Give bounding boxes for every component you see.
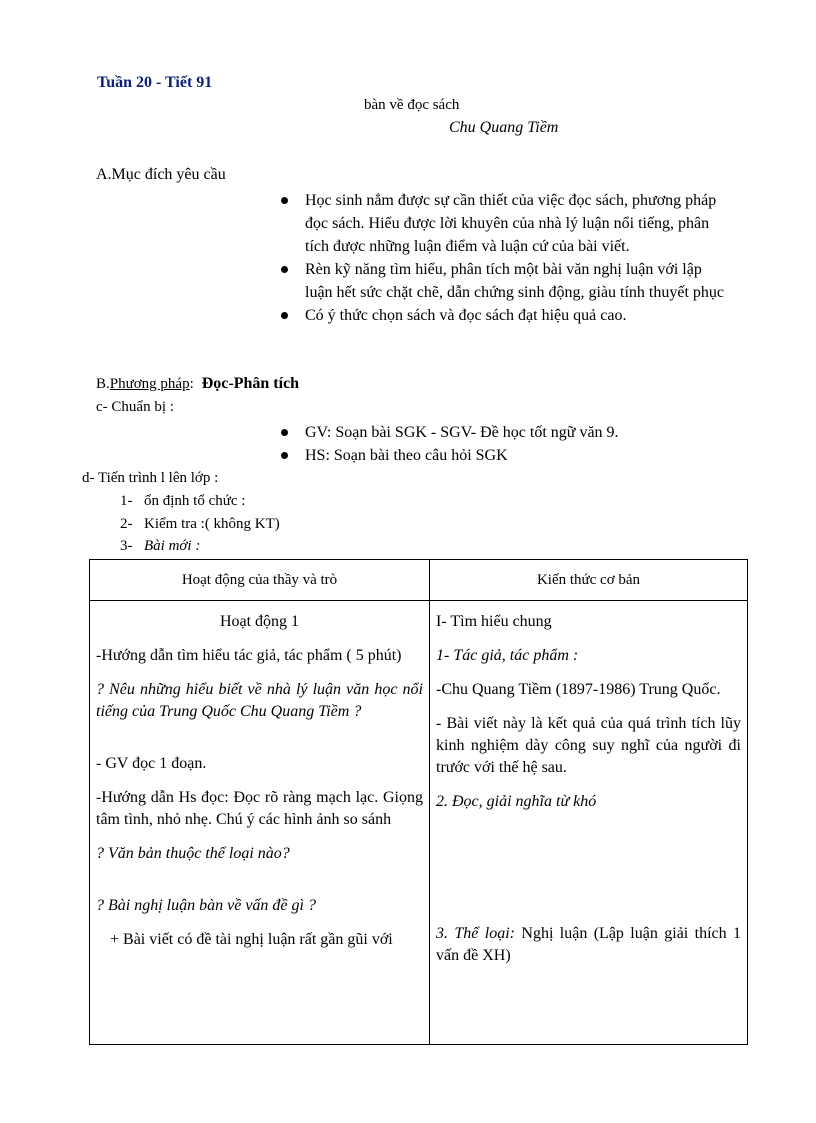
subsection-genre: 3. Thể loại: Nghị luận (Lập luận giải thích 1 vấn đề XH) xyxy=(436,925,742,964)
section-a-heading: A.Mục đích yêu cầu xyxy=(96,166,226,183)
question-topic-text: ? Bài nghị luận bàn về vấn đề gì ? xyxy=(96,897,316,914)
answer-topic-text: + Bài viết có đề tài nghị luận rất gần gũi với xyxy=(110,931,393,948)
week-lesson-heading: Tuần 20 - Tiết 91 xyxy=(97,74,213,91)
guide-read-text: -Hướng dẫn Hs đọc: Đọc rõ ràng mạch lạc. Giọng tâm tình, nhỏ nhẹ. Chú ý các hình ảnh so sánh xyxy=(96,789,423,828)
table-header-knowledge: Kiến thức cơ bản xyxy=(430,560,748,601)
question-genre-text: ? Văn bản thuộc thể loại nào? xyxy=(96,845,290,862)
method-label: Phương pháp xyxy=(109,376,190,392)
work-info-text: - Bài viết này là kết quả của quá trình tích lũy kinh nghiệm dày công suy nghĩ của người đi trước với thế hệ sau. xyxy=(436,715,741,776)
subsection-author-work: 1- Tác giả, tác phẩm : xyxy=(436,647,579,664)
bullet-dot-icon xyxy=(281,266,288,273)
subsection-reading: 2. Đọc, giải nghĩa từ khó xyxy=(436,793,597,810)
bullet-item: Có ý thức chọn sách và đọc sách đạt hiệu quả cao. xyxy=(281,304,726,327)
table-cell-right xyxy=(430,601,748,1045)
bullet-dot-icon xyxy=(281,429,288,436)
bullet-item: GV: Soạn bài SGK - SGV- Đề học tốt ngữ văn 9. xyxy=(281,421,726,444)
section-b-method: B.Phương pháp: Đọc-Phân tích xyxy=(96,375,300,392)
step-item: 3- Bài mới : xyxy=(120,538,201,554)
method-value: Đọc-Phân tích xyxy=(201,375,300,392)
table-header-activities: Hoạt động của thầy và trò xyxy=(90,560,430,601)
author-info-text: -Chu Quang Tiềm (1897-1986) Trung Quốc. xyxy=(436,681,721,698)
section-general-heading: I- Tìm hiểu chung xyxy=(436,613,552,630)
section-d-heading: d- Tiến trình l lên lớp : xyxy=(82,470,219,486)
table-cell-left xyxy=(90,601,430,1045)
bullet-dot-icon xyxy=(281,312,288,319)
section-a-bullet-list xyxy=(281,189,726,327)
lesson-title: bàn về đọc sách xyxy=(364,97,460,113)
section-c-heading: c- Chuẩn bị : xyxy=(96,399,174,415)
bullet-item: HS: Soạn bài theo câu hỏi SGK xyxy=(281,444,726,467)
lesson-author: Chu Quang Tiềm xyxy=(449,119,559,136)
bullet-item: Rèn kỹ năng tìm hiểu, phân tích một bài văn nghị luận với lập luận hết sức chặt chẽ, dẫn chứng sinh động, giàu tính thuyết phục xyxy=(281,258,726,304)
guide-author-text: -Hướng dẫn tìm hiểu tác giả, tác phẩm ( 5 phút) xyxy=(96,647,402,664)
gv-read-text: - GV đọc 1 đoạn. xyxy=(96,755,207,772)
step-item: 2- Kiểm tra :( không KT) xyxy=(120,516,280,532)
step-item: 1- ổn định tổ chức : xyxy=(120,493,246,509)
question-author-text: ? Nêu những hiểu biết về nhà lý luận văn học nổi tiếng của Trung Quốc Chu Quang Tiềm ? xyxy=(96,681,423,720)
bullet-dot-icon xyxy=(281,197,288,204)
activity-title: Hoạt động 1 xyxy=(219,613,300,630)
section-c-bullet-list xyxy=(281,421,726,467)
bullet-dot-icon xyxy=(281,452,288,459)
lesson-table xyxy=(89,559,748,1045)
bullet-item: Học sinh nắm được sự cần thiết của việc đọc sách, phương pháp đọc sách. Hiểu được lời khuyên của nhà lý luận nổi tiếng, phân tích được những luận điểm và luận cứ của bài viết. xyxy=(281,189,726,258)
